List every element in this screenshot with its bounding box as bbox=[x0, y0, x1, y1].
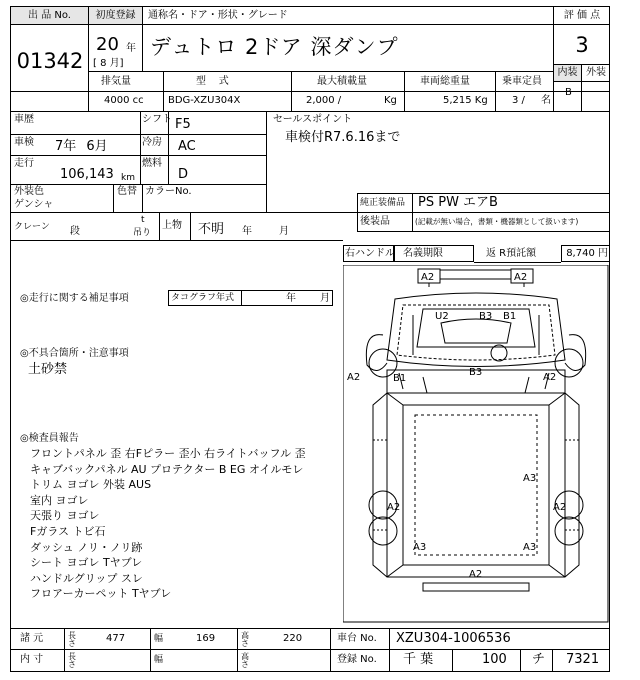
registration-year: 20 bbox=[96, 34, 119, 55]
chassis-label: 車台 No. bbox=[337, 633, 377, 644]
color-change-label: 色替 bbox=[117, 186, 137, 197]
interior-width-label: 幅 bbox=[154, 655, 164, 665]
width-value: 169 bbox=[196, 633, 216, 644]
capacity-label: 乗車定員 bbox=[502, 76, 542, 87]
fuel-value: D bbox=[178, 167, 189, 182]
mark-a2-right: A2 bbox=[543, 372, 557, 383]
upper-body-year: 年 bbox=[242, 226, 252, 237]
sales-point-text: 車検付R7.6.16まで bbox=[285, 130, 401, 145]
inspector-line: ダッシュ ノリ・ノリ跡 bbox=[30, 540, 143, 554]
model-code-value: BDG-XZU304X bbox=[168, 95, 241, 106]
mark-a2-right-low: A2 bbox=[553, 502, 567, 513]
fuel-label: 燃料 bbox=[142, 158, 162, 169]
upper-body-month: 月 bbox=[279, 226, 289, 237]
capacity-value: 3 / bbox=[512, 95, 525, 106]
ac-value: AC bbox=[178, 139, 196, 154]
lot-number: 01342 bbox=[16, 49, 84, 73]
displacement-value: 4000 cc bbox=[104, 95, 144, 106]
inspector-line: トリム ヨゴレ 外装 AUS bbox=[30, 478, 152, 492]
length-label: 長さ bbox=[68, 631, 76, 648]
model-name: デュトロ 2ドア 深ダンプ bbox=[150, 35, 399, 59]
genuine-equipment-label: 純正装備品 bbox=[360, 198, 406, 208]
registration-number: 7321 bbox=[566, 652, 600, 667]
interior-height-label: 高さ bbox=[241, 652, 249, 669]
gross-weight-value: 5,215 Kg bbox=[443, 95, 488, 106]
exterior-grade-label: 外装 bbox=[586, 67, 606, 78]
mark-u2: U2 bbox=[435, 311, 449, 322]
registration-area: 千 葉 bbox=[403, 652, 434, 667]
height-label: 高さ bbox=[241, 631, 249, 648]
driving-notes-title: ◎走行に関する補足事項 bbox=[20, 293, 129, 304]
interior-grade-label: 内装 bbox=[554, 65, 581, 81]
mark-a2-top-right: A2 bbox=[514, 272, 528, 283]
lot-label: 出 品 No. bbox=[11, 7, 88, 24]
defects-title: ◎不具合箇所・注意事項 bbox=[20, 348, 129, 359]
registration-year-unit: 年 bbox=[126, 43, 136, 54]
mark-a2-bottom: A2 bbox=[469, 569, 483, 580]
vehicle-name-label: 通称名・ドア・形状・グレード bbox=[148, 10, 288, 21]
inspector-line: シート ヨゴレ Tヤブレ bbox=[30, 556, 143, 570]
interior-grade: B bbox=[565, 87, 572, 98]
mark-a2-left: A2 bbox=[347, 372, 361, 383]
recycle-deposit-amount: 8,740 円 bbox=[566, 248, 608, 259]
mark-a3-left: A3 bbox=[413, 542, 427, 553]
inspector-line: 室内 ヨゴレ bbox=[30, 493, 89, 507]
mark-a2-top-left: A2 bbox=[421, 272, 435, 283]
interior-dims-label: 内 寸 bbox=[20, 654, 44, 665]
mileage-unit: km bbox=[121, 173, 135, 183]
chassis-number: XZU304-1006536 bbox=[396, 631, 511, 646]
first-registration-label: 初度登録 bbox=[89, 7, 142, 24]
aftermarket-label: 後装品 bbox=[360, 216, 390, 227]
mark-b1-left: B1 bbox=[393, 373, 407, 384]
mileage-label: 走行 bbox=[14, 158, 34, 169]
mark-b1-top: B1 bbox=[503, 311, 517, 322]
mark-b3-top: B3 bbox=[479, 311, 493, 322]
sales-point-label: セールスポイント bbox=[273, 114, 353, 125]
width-label: 幅 bbox=[154, 634, 164, 644]
max-load-label: 最大積載量 bbox=[317, 76, 367, 87]
length-value: 477 bbox=[106, 633, 126, 644]
color-code-label: カラーNo. bbox=[145, 186, 192, 197]
displacement-label: 排気量 bbox=[101, 76, 131, 87]
inspector-line: キャブバックパネル AU プロテクター B EG オイルモレ bbox=[30, 462, 304, 476]
dimensions-label: 諸 元 bbox=[20, 633, 44, 644]
score-label: 評 価 点 bbox=[563, 10, 601, 21]
interior-length-label: 長さ bbox=[68, 652, 76, 669]
inspector-report-title: ◎検査員報告 bbox=[20, 433, 79, 444]
exterior-color-label: 外装色 bbox=[14, 186, 44, 197]
recycle-deposit-label: 返 R預託額 bbox=[486, 248, 537, 259]
inspector-line: Fガラス トビ石 bbox=[30, 524, 106, 538]
mark-a3-right-low: A3 bbox=[523, 542, 537, 553]
shift-label: シフト bbox=[142, 114, 172, 125]
inspector-report-lines bbox=[30, 446, 340, 602]
tachograph-month: 月 bbox=[320, 293, 330, 304]
crane-stage: 段 bbox=[70, 226, 80, 237]
height-value: 220 bbox=[283, 633, 303, 644]
aftermarket-note: (記載が無い場合，書類・機器類として扱います) bbox=[415, 217, 579, 226]
max-load-value: 2,000 / bbox=[306, 95, 342, 106]
inspector-line: 天張り ヨゴレ bbox=[30, 509, 100, 523]
tachograph-year: 年 bbox=[286, 293, 296, 304]
upper-body-value: 不明 bbox=[198, 222, 225, 237]
shift-value: F5 bbox=[175, 117, 191, 132]
mark-b3-cab: B3 bbox=[469, 367, 483, 378]
registration-month: [ 8 月] bbox=[93, 58, 124, 69]
defects-text: 土砂禁 bbox=[28, 362, 68, 377]
crane-tonnage-unit: t bbox=[141, 215, 145, 225]
truck-damage-diagram bbox=[343, 265, 610, 625]
steering-label: 右ハンドル bbox=[345, 248, 395, 259]
max-load-unit: Kg bbox=[384, 95, 397, 106]
tachograph-label: タコグラフ年式 bbox=[171, 293, 235, 303]
crane-label: クレーン bbox=[14, 222, 50, 232]
genuine-equipment-value: PS PW エアB bbox=[418, 195, 498, 210]
mark-a3-right: A3 bbox=[523, 473, 537, 484]
registration-kana: チ bbox=[532, 652, 546, 667]
name-change-deadline-label: 名義期限 bbox=[403, 248, 443, 259]
model-code-label: 型 式 bbox=[196, 76, 229, 87]
gross-weight-label: 車両総重量 bbox=[420, 76, 470, 87]
mileage-value: 106,143 bbox=[60, 167, 114, 182]
mark-a2-left-low: A2 bbox=[387, 502, 401, 513]
capacity-unit: 名 bbox=[541, 95, 551, 106]
inspection-label: 車検 bbox=[14, 137, 34, 148]
inspector-line: ハンドルグリップ スレ bbox=[30, 571, 143, 585]
ac-label: 冷房 bbox=[142, 137, 162, 148]
overall-score: 3 bbox=[575, 33, 589, 57]
history-label: 車歴 bbox=[14, 114, 34, 125]
registration-label: 登録 No. bbox=[337, 654, 377, 665]
exterior-color-value: ゲンシャ bbox=[14, 199, 54, 210]
crane-lift: 吊り bbox=[133, 228, 152, 238]
upper-body-label: 上物 bbox=[162, 220, 182, 231]
registration-class: 100 bbox=[482, 652, 507, 667]
inspector-line: フロアーカーペット Tヤブレ bbox=[30, 587, 172, 601]
inspector-line: フロントパネル 歪 右Fピラー 歪小 右ライトバッフル 歪 bbox=[30, 447, 306, 460]
inspection-value: 7年 6月 bbox=[55, 139, 108, 154]
